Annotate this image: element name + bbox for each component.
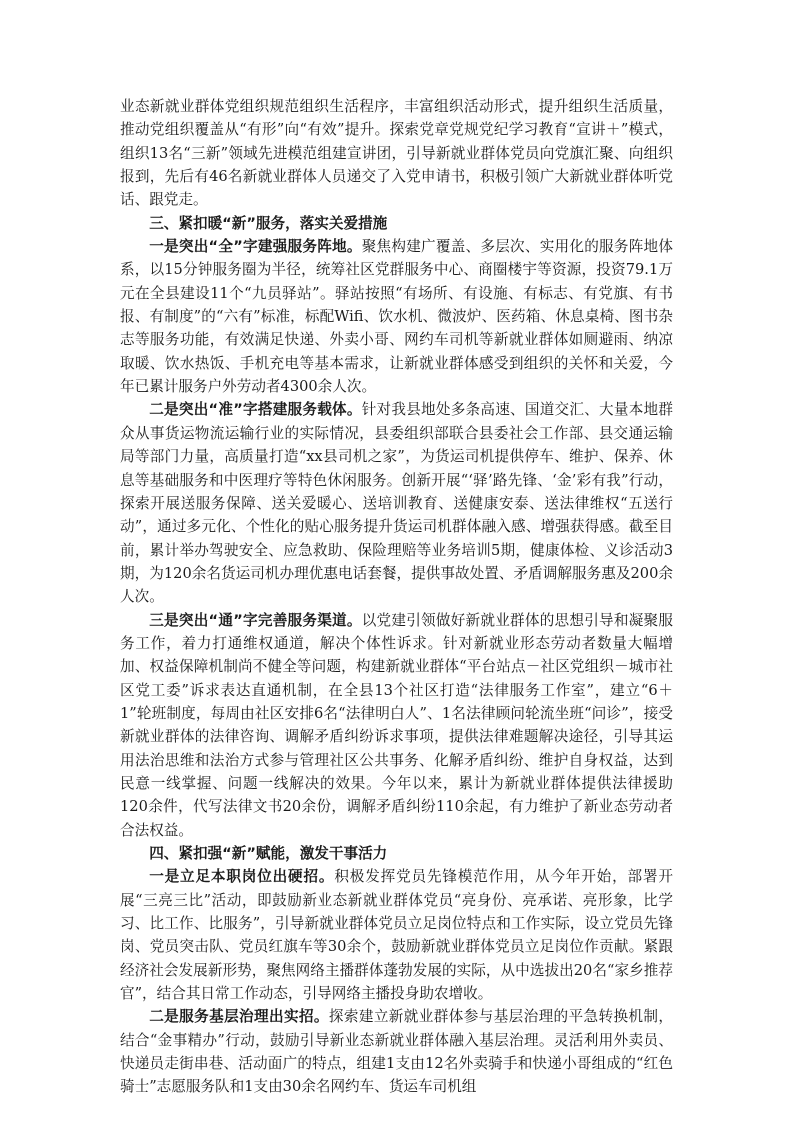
paragraph-text: 针对我县地处多条高速、国道交汇、大量本地群众从事货运物流运输行业的实际情况，县委组织部联合县委社会工作部、县交通运输局等部门力量，高质量打造“xx县司机之家”，为货运司机提供停车、维护、保养、休息等基础服务和中医理疗等特色休闲服务。创新开展“‘驿’路先锋、‘金’彩有我”行动，探索开展送服务保障、送关爱暖心、送培训教育、送健康安泰、送法律维权“五送行动”，通过多元化、个性化的贴心服务提升货运司机群体融入感、增强获得感。截至目前，累计举办驾驶安全、应急救助、保险理赔等业务培训5期，健康体检、义诊活动3期，为120余名货运司机办理优惠电话套餐，提供事故处置、矛盾调解服务惠及200余人次。 <box>120 401 673 606</box>
paragraph-text: 聚焦构建广覆盖、多层次、实用化的服务阵地体系，以15分钟服务圈为半径，统筹社区党群服务中心、商圈楼宇等资源，投资79.1万元在全县建设11个“九员驿站”。驿站按照“有场所、有设施、有标志、有党旗、有书报、有制度”的“六有”标准，标配Wifi、饮水机、微波炉、医药箱、休息桌椅、图书杂志等服务功能，有效满足快递、外卖小哥、网约车司机等新就业群体如厕避雨、纳凉取暖、饮水热饭、手机充电等基本需求，让新就业群体感受到组织的关怀和关爱，今年已累计服务户外劳动者4300余人次。 <box>120 238 673 396</box>
paragraph-lead: 一是突出“全”字建强服务阵地。 <box>149 238 362 256</box>
paragraph-lead: 一是立足本职岗位出硬招。 <box>149 868 335 886</box>
body-paragraph: 业态新就业群体党组织规范组织生活程序，丰富组织活动形式，提升组织生活质量，推动党组织覆盖从“有形”向“有效”提升。探索党章党规党纪学习教育“宣讲＋”模式，组织13名“三新”领域先进模范组建宣讲团，引导新就业群体党员向党旗汇聚、向组织报到，先后有46名新就业群体人员递交了入党申请书，积极引领广大新就业群体听党话、跟党走。 <box>120 98 673 209</box>
paragraph-lead: 二是突出“准”字搭建服务载体。 <box>149 401 362 419</box>
paragraph-lead: 三是突出“通”字完善服务渠道。 <box>149 611 362 629</box>
paragraph-text: 以党建引领做好新就业群体的思想引导和凝聚服务工作，着力打通维权通道，解决个体性诉求。针对新就业形态劳动者数量大幅增加、权益保障机制尚不健全等问题，构建新就业群体“平台站点－社区党组织－城市社区党工委”诉求表达直通机制，在全县13个社区打造“法律服务工作室”，建立“6＋1”轮班制度，每周由社区安排6名“法律明白人”、1名法律顾问轮流坐班“问诊”，接受新就业群体的法律咨询、调解矛盾纠纷诉求事项，提供法律难题解决途径，引导其运用法治思维和法治方式参与管理社区公共事务、化解矛盾纠纷、维护自身权益，达到民意一线掌握、问题一线解决的效果。今年以来，累计为新就业群体提供法律援助120余件，代写法律文书20余份，调解矛盾纠纷110余起，有力维护了新业态劳动者合法权益。 <box>120 611 673 839</box>
paragraph-text: 积极发挥党员先锋模范作用，从今年开始，部署开展“三亮三比”活动，即鼓励新业态新就业群体党员“亮身份、亮承诺、亮形象，比学习、比工作、比服务”，引导新就业群体党员立足岗位特点和工作实际，设立党员先锋岗、党员突击队、党员红旗车等30余个，鼓励新就业群体党员立足岗位作贡献。紧跟经济社会发展新形势，聚焦网络主播群体蓬勃发展的实际，从中选拔出20名“家乡推荐官”，结合其日常工作动态，引导网络主播投身助农增收。 <box>120 868 673 1003</box>
body-paragraph <box>120 609 673 842</box>
body-paragraph <box>120 865 673 1005</box>
body-paragraph <box>120 398 673 608</box>
paragraph-lead: 二是服务基层治理出实招。 <box>149 1008 329 1026</box>
body-paragraph <box>120 1005 673 1098</box>
paragraph-text: 探索建立新就业群体参与基层治理的平急转换机制，结合“金事精办”行动，鼓励引导新业态新就业群体融入基层治理。灵活利用外卖员、快递员走街串巷、活动面广的特点，组建1支由12名外卖骑手和快递小哥组成的“红色骑士”志愿服务队和1支由30余名网约车、货运车司机组 <box>120 1008 673 1096</box>
document-body <box>120 95 673 1099</box>
body-paragraph <box>120 235 673 398</box>
section-heading: 三、紧扣暖“新”服务，落实关爱措施 <box>149 214 388 232</box>
section-heading: 四、紧扣强“新”赋能，激发干事活力 <box>149 845 388 862</box>
